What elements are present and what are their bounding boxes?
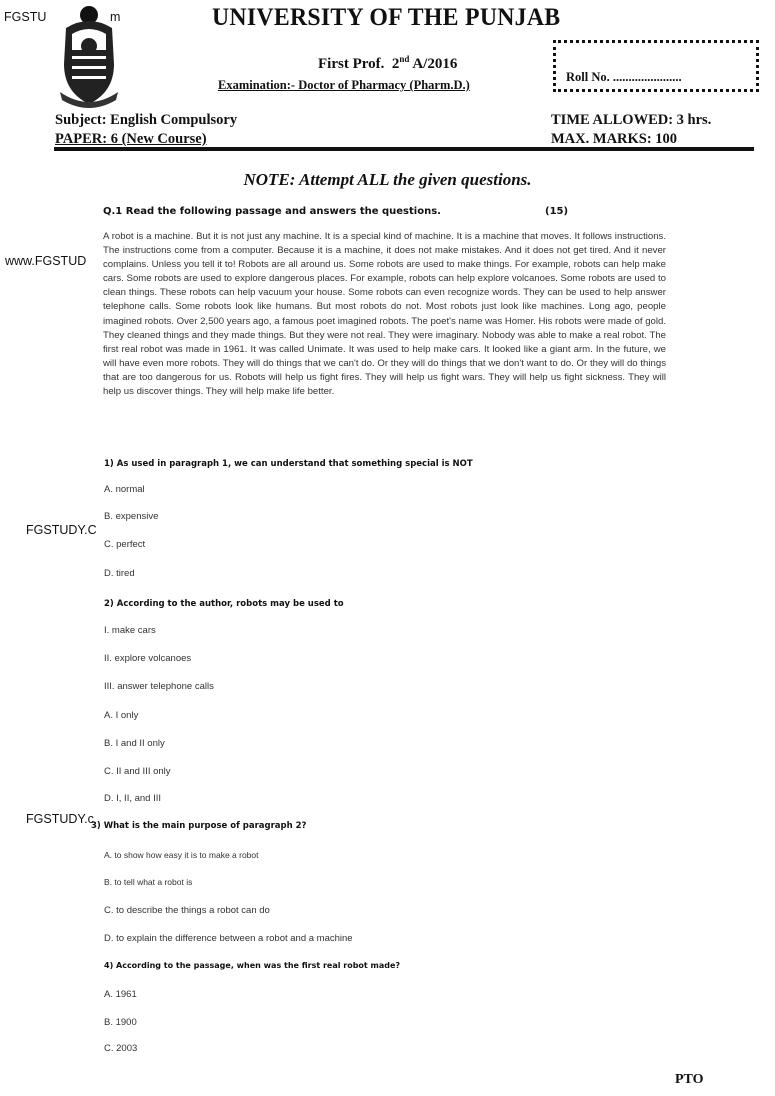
university-title: UNIVERSITY OF THE PUNJAB	[212, 4, 561, 31]
q1-marks: (15)	[545, 206, 569, 217]
subject: Subject: English Compulsory	[55, 112, 238, 128]
exam-title: Examination:- Doctor of Pharmacy (Pharm.D.)	[218, 78, 470, 92]
option: D. tired	[104, 568, 135, 579]
statement: I. make cars	[104, 625, 156, 636]
option: B. to tell what a robot is	[104, 877, 193, 887]
q1-heading: Q.1 Read the following passage and answers the questions.	[103, 206, 441, 217]
watermark: FGSTUDY.c	[26, 812, 94, 826]
roll-number-field[interactable]: Roll No. ......................	[566, 70, 682, 84]
exam-session	[318, 54, 457, 73]
watermark: www.FGSTUD	[5, 254, 87, 268]
time-allowed: TIME ALLOWED: 3 hrs.	[551, 112, 712, 128]
option: B. expensive	[104, 511, 159, 522]
exam-sup: nd	[399, 54, 410, 64]
option: B. 1900	[104, 1017, 137, 1028]
exam-num: 2	[391, 56, 400, 72]
statement: II. explore volcanoes	[104, 653, 192, 664]
paper: PAPER: 6 (New Course)	[55, 131, 207, 147]
option: A. to show how easy it is to make a robot	[104, 850, 259, 860]
question-2: 2) According to the author, robots may be used to	[104, 599, 344, 609]
option: A. normal	[104, 484, 145, 495]
exam-year: A/2016	[412, 56, 458, 72]
reading-passage: A robot is a machine. But it is not just any machine. It is a special kind of machine. It is a machine that moves. It follows instructions. The instructions come from a computer. Because it is a machine, it does not make mistakes. And it does not get tired. And it never complains. Unless you tell it to! Robots are all around us. Some robots are used to make things. For example, robots can help make cars. Some robots are used to explore dangerous places. For example, robots can help explore volcanoes. Some robots are used to clean things. These robots can help vacuum your house. Some robots can even recognize words. They can be used to help answer telephone calls. Some robots look like humans. But most robots do not. Most robots just look like machines. Long ago, people imagined robots. Over 2,500 years ago, a famous poet imagined robots. The poet's name was Homer. His robots were made of gold. They cleaned things and they made things. But they were not real. They were imaginary. Nobody was able to make a real robot. The first real robot was made in 1961. It was called Unimate. It was used to help make cars. It looked like a giant arm. In the future, we will have even more robots. They will do things that we can't do. Or they will do things that we don't want to do. Or they will do things that are too dangerous for us. Robots will help us fight fires. They will help us fight wars. They will help us fight sickness. They will help us discover things. They will help make life better.	[103, 231, 666, 398]
option: C. II and III only	[104, 766, 171, 777]
question-1: 1) As used in paragraph 1, we can understand that something special is NOT	[104, 459, 473, 469]
option: C. perfect	[104, 539, 146, 550]
statement: III. answer telephone calls	[104, 681, 214, 692]
option: D. to explain the difference between a robot and a machine	[104, 933, 353, 944]
header-divider	[54, 147, 754, 151]
option: D. I, II, and III	[104, 793, 162, 804]
please-turn-over: PTO	[675, 1072, 704, 1087]
option: C. 2003	[104, 1043, 138, 1054]
watermark: FGSTU	[4, 10, 47, 24]
question-4: 4) According to the passage, when was the first real robot made?	[104, 961, 401, 970]
question-3: 3) What is the main purpose of paragraph 2?	[91, 821, 307, 831]
instructions-note: NOTE: Attempt ALL the given questions.	[243, 170, 532, 189]
option: B. I and II only	[104, 738, 165, 749]
option: A. I only	[104, 710, 139, 721]
exam-prof: First Prof.	[318, 56, 385, 72]
watermark: m	[110, 10, 121, 24]
option: C. to describe the things a robot can do	[104, 905, 270, 916]
watermark: FGSTUDY.C	[26, 523, 97, 537]
option: A. 1961	[104, 989, 137, 1000]
max-marks: MAX. MARKS: 100	[551, 131, 678, 147]
